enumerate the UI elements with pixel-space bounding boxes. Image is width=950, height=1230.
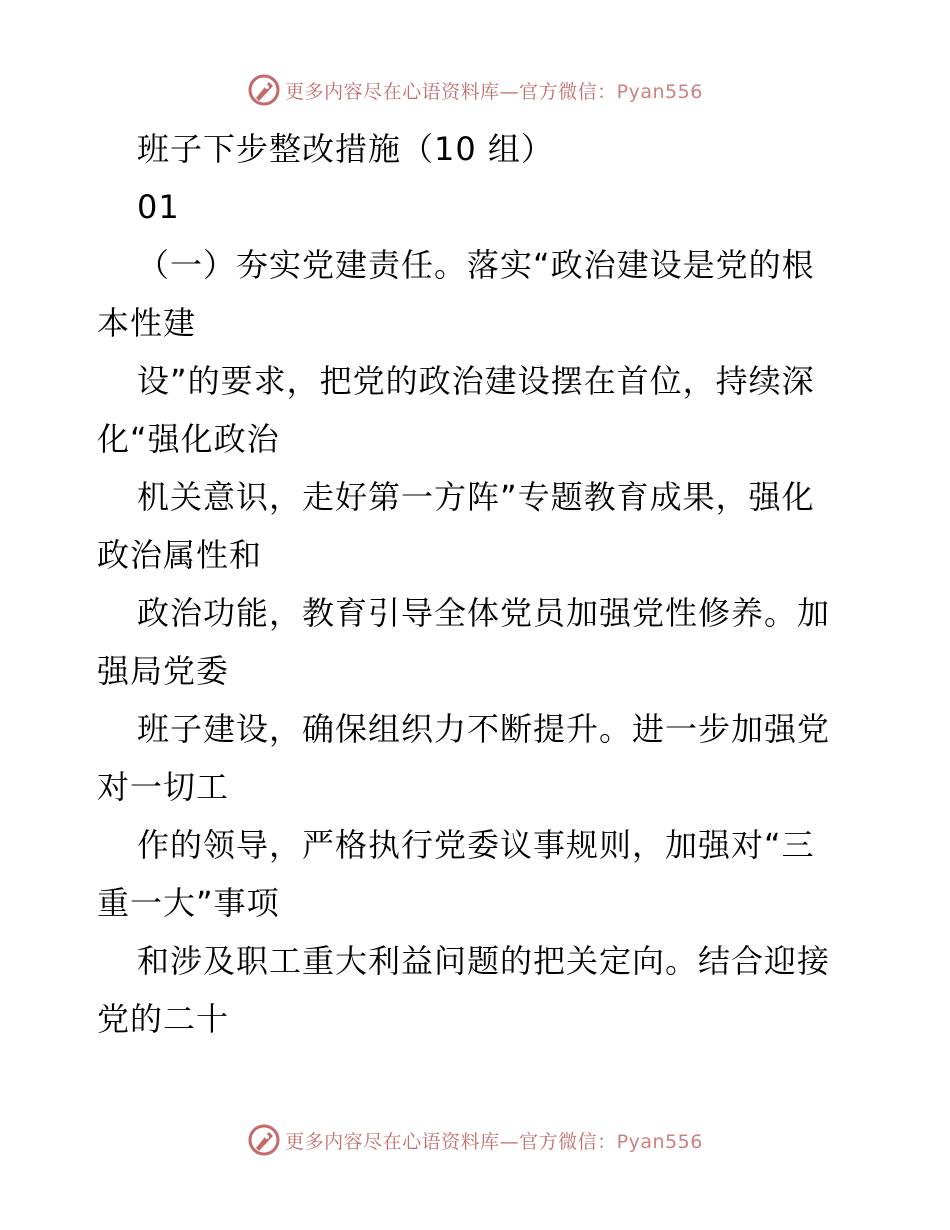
- section-number: 01: [137, 188, 180, 226]
- pen-nib-logo-icon: [247, 73, 281, 107]
- watermark-text: 更多内容尽在心语资料库—官方微信：Pyan556: [285, 80, 703, 103]
- document-title: 班子下步整改措施（10 组）: [137, 130, 554, 168]
- paragraph-line: 本性建: [97, 304, 197, 342]
- paragraph-line: 强局党委: [97, 652, 230, 690]
- paragraph-line: 党的二十: [97, 1000, 230, 1038]
- paragraph-line: 班子建设，确保组织力不断提升。进一步加强党: [137, 710, 831, 748]
- paragraph-line: 设”的要求，把党的政治建设摆在首位，持续深: [137, 362, 815, 400]
- paragraph-line: 政治功能，教育引导全体党员加强党性修养。加: [137, 594, 831, 632]
- paragraph-line: 化“强化政治: [97, 420, 280, 458]
- paragraph-line: 和涉及职工重大利益问题的把关定向。结合迎接: [137, 942, 831, 980]
- footer-watermark: [0, 1120, 950, 1160]
- paragraph-line: 机关意识，走好第一方阵”专题教育成果，强化: [137, 478, 815, 516]
- pen-nib-logo-icon: [247, 1123, 281, 1157]
- header-watermark: [0, 70, 950, 110]
- watermark-text: 更多内容尽在心语资料库—官方微信：Pyan556: [285, 1130, 703, 1153]
- paragraph-line: 重一大”事项: [97, 884, 280, 922]
- paragraph-line: 作的领导，严格执行党委议事规则，加强对“三: [137, 826, 815, 864]
- paragraph-line: 政治属性和: [97, 536, 263, 574]
- paragraph-line: 对一切工: [97, 768, 230, 806]
- paragraph-line: （一）夯实党建责任。落实“政治建设是党的根: [137, 246, 815, 284]
